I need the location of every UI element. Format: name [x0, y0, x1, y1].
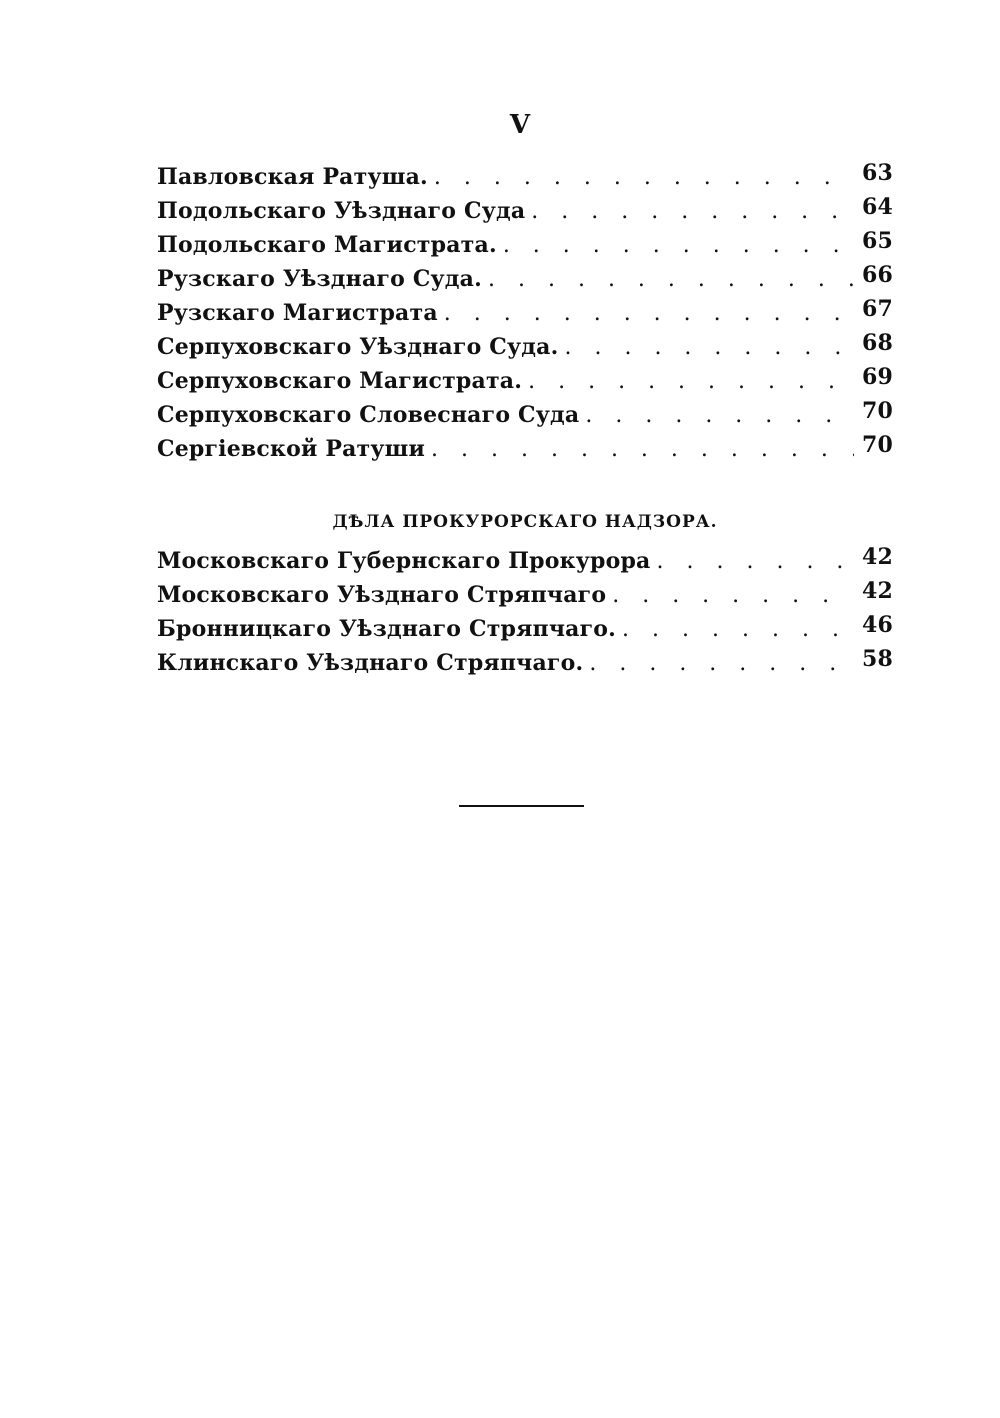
toc-entry [157, 364, 894, 402]
toc-entry-title: Подольскаго Уѣзднаго Суда [157, 198, 526, 224]
toc-entry-title: Павловская Ратуша. [157, 164, 428, 190]
toc-entry-page: 70 [862, 398, 894, 424]
toc-entry-title: Подольскаго Магистрата. [157, 232, 497, 258]
toc-entry [157, 296, 894, 334]
toc-entry-title: Серпуховскаго Уѣзднаго Суда. [157, 334, 559, 360]
toc-entry [157, 646, 894, 684]
dot-leader [564, 335, 854, 360]
toc-entry [157, 398, 894, 436]
toc-entry-title: Московскаго Губернскаго Прокурора [157, 548, 651, 574]
toc-entry-page: 69 [862, 364, 894, 390]
toc-prosecutor-list [157, 544, 894, 684]
toc-entry-title: Рузскаго Магистрата [157, 300, 438, 326]
dot-leader [585, 403, 854, 428]
toc-entry-page: 63 [862, 160, 894, 186]
toc-entry-title: Серпуховскаго Магистрата. [157, 368, 523, 394]
toc-entry [157, 262, 894, 300]
section-heading: ДѢЛА ПРОКУРОРСКАГО НАДЗОРА. [332, 512, 718, 532]
toc-entry-title: Рузскаго Уѣзднаго Суда. [157, 266, 482, 292]
toc-entry [157, 432, 894, 470]
toc-entry-title: Московскаго Уѣзднаго Стряпчаго [157, 582, 607, 608]
toc-entry-page: 67 [862, 296, 894, 322]
toc-entry-page: 46 [862, 612, 894, 638]
dot-leader [531, 199, 854, 224]
dot-leader [434, 165, 854, 190]
toc-entry-page: 70 [862, 432, 894, 458]
toc-entry-title: Клинскаго Уѣзднаго Стряпчаго. [157, 650, 584, 676]
toc-entry-title: Серпуховскаго Словеснаго Суда [157, 402, 580, 428]
toc-entry-page: 65 [862, 228, 894, 254]
page-number: V [509, 110, 531, 140]
dot-leader [431, 437, 854, 462]
dot-leader [622, 617, 854, 642]
toc-entry [157, 194, 894, 232]
dot-leader [503, 233, 854, 258]
toc-entry [157, 228, 894, 266]
dot-leader [657, 549, 854, 574]
toc-entry [157, 330, 894, 368]
dot-leader [444, 301, 854, 326]
toc-entry-page: 64 [862, 194, 894, 220]
toc-entry-page: 42 [862, 544, 894, 570]
dot-leader [528, 369, 854, 394]
toc-entry-title: Бронницкаго Уѣзднаго Стряпчаго. [157, 616, 617, 642]
toc-entry [157, 612, 894, 650]
toc-courts-list [157, 160, 894, 470]
toc-entry-page: 58 [862, 646, 894, 672]
toc-entry-page: 42 [862, 578, 894, 604]
dot-leader [589, 651, 854, 676]
toc-entry-page: 68 [862, 330, 894, 356]
toc-entry-page: 66 [862, 262, 894, 288]
closing-rule [459, 805, 584, 807]
toc-entry [157, 160, 894, 198]
toc-entry-title: Сергіевской Ратуши [157, 436, 426, 462]
toc-entry [157, 578, 894, 616]
toc-entry [157, 544, 894, 582]
dot-leader [612, 583, 854, 608]
dot-leader [488, 267, 854, 292]
